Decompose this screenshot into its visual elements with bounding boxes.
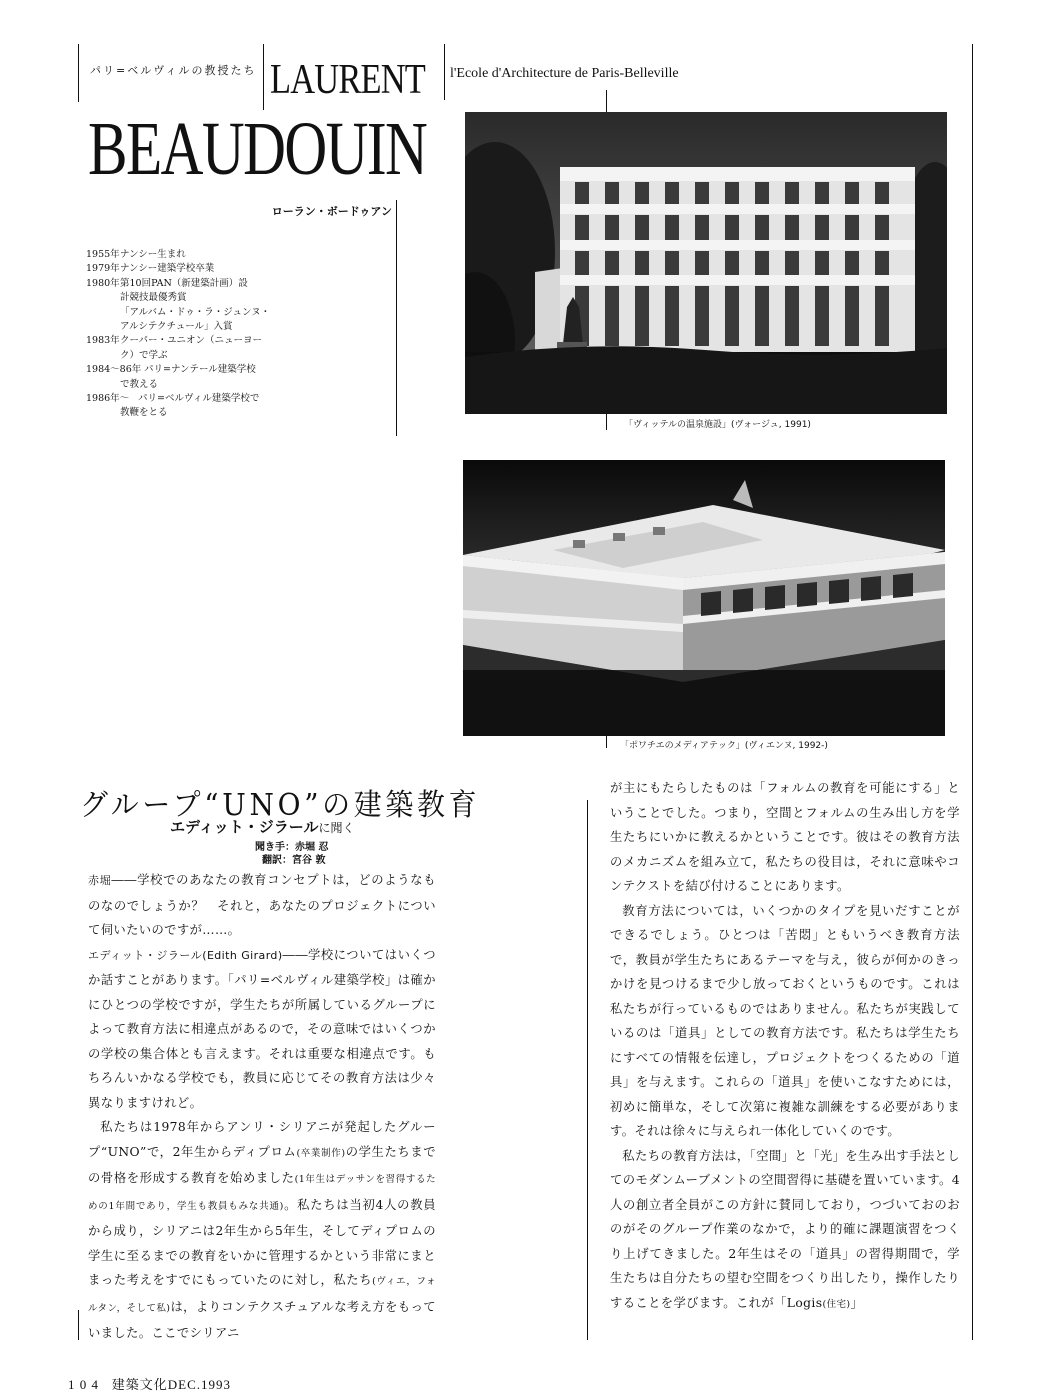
paragraph <box>88 943 436 1116</box>
rule-caption1 <box>606 414 607 430</box>
publication-name: 建築文化DEC.1993 <box>111 1377 232 1392</box>
photo-caption-poitiers: 「ポワチエのメディアテック」(ヴィエンヌ, 1992-) <box>620 741 828 751</box>
bio-text: パリ=ナンテール建築学校 <box>144 364 256 376</box>
rule-center-top <box>444 44 445 100</box>
biography <box>86 248 386 421</box>
bio-row <box>86 392 386 406</box>
rule-bio-right <box>396 200 397 436</box>
bio-year <box>86 291 120 305</box>
bio-row <box>86 262 386 276</box>
bio-row <box>86 334 386 348</box>
bio-year <box>86 349 120 363</box>
paragraph <box>610 1144 960 1318</box>
bio-year: 1983年 <box>86 335 120 347</box>
rule-center-bottom <box>587 800 588 1340</box>
bio-text: クーパー・ユニオン（ニューヨー <box>120 335 263 347</box>
bio-text: ナンシー建築学校卒業 <box>120 263 215 275</box>
paragraph-note: (ヴィエ，フォルタン，そして私) <box>88 1276 436 1314</box>
bio-text: ナンシー生まれ <box>120 249 186 260</box>
bio-year: 1955年 <box>86 249 120 260</box>
name-last: BEAUDOUIN <box>88 107 427 191</box>
bio-row <box>86 349 386 363</box>
bio-row <box>86 248 386 262</box>
rule-school-drop <box>606 90 607 112</box>
bio-text: パリ=ベルヴィル建築学校で <box>138 393 260 405</box>
bio-year: 1979年 <box>86 263 120 275</box>
bio-year <box>86 306 120 320</box>
paragraph-text: 私たちの教育方法は，「空間」と「光」を生み出す手法としてのモダンムーブメントの空間習得に基礎を置いています。4人の創立者全員がこの方針に賛同しており，つづいておのおのがそのグループ作業のなかで，より的確に課題演習をつくり上げてきました。2年生はその「道具」の習得期間で，学生たちは自分たちの望む空間をつくり出したり，操作したりすることを学びます。これが「Logis <box>610 1148 960 1310</box>
bio-year <box>86 406 120 420</box>
bio-text: アルシテクチュール」入賞 <box>120 321 233 333</box>
article-column-left <box>88 868 436 1346</box>
subtitle-name: エディット・ジラール <box>170 818 319 836</box>
paragraph-text: の学生たちまでの骨格を形成する教育を始めました <box>88 1144 436 1185</box>
speaker-label: 赤堀 <box>88 874 112 887</box>
photo-poitiers-mediatheque <box>463 460 945 736</box>
paragraph-text: 」 <box>850 1295 864 1310</box>
name-katakana: ローラン・ボードゥアン <box>271 205 392 218</box>
rule-left-header <box>78 44 79 102</box>
paragraph-text: 教育方法については，いくつかのタイプを見いだすことができるでしょう。ひとつは「苦悶」ともいうべき教育方法で，教員が学生たちにあるテーマを与え，彼らが何かのきっかけを見つけるまで少し放っておくというものです。これは私たちが行っているものではありません。私たちが実践しているのは「道具」としての教育方法です。私たちは学生たちにすべての情報を伝達し，プロジェクトをつくるための「道具」を与えます。これらの「道具」を使いこなすためには，初めに簡単な，そして次第に複雑な訓練をする必要があります。それは徐々に与えられ一体化していくのです。 <box>610 903 960 1138</box>
page-number: 1 0 4 <box>68 1377 99 1392</box>
article-title: グループ“UNO”の建築教育 <box>80 788 481 823</box>
bio-text: 「アルバム・ドゥ・ラ・ジュンヌ・ <box>120 306 271 318</box>
credit-translator: 翻訳：宮谷 敦 <box>262 855 326 866</box>
article-column-right <box>610 776 960 1317</box>
bio-row <box>86 277 386 291</box>
bio-year <box>86 320 120 334</box>
photo-poitiers-mediatheque-image <box>463 460 945 736</box>
paragraph <box>610 776 960 899</box>
bio-text: ク）で学ぶ <box>120 349 168 361</box>
bio-year: 1984〜86年 <box>86 364 142 376</box>
bio-year: 1980年 <box>86 277 120 289</box>
paragraph-note: (住宅) <box>822 1298 851 1310</box>
bio-text: 教鞭をとる <box>120 407 168 419</box>
paragraph-text: は，よりコンテクスチュアルな考え方をもっていました。ここでシリアニ <box>88 1299 436 1340</box>
bio-row <box>86 306 386 320</box>
subtitle-suffix: に聞く <box>318 821 355 835</box>
paragraph-note: (1年生はデッサンを習得するための1年間であり，学生も教員もみな共通) <box>88 1174 436 1212</box>
series-label: パリ=ベルヴィルの教授たち <box>90 64 257 77</box>
speaker-label: エディット・ジラール(Edith Girard) <box>88 948 283 962</box>
bio-text: で教える <box>120 378 159 390</box>
bio-year <box>86 378 120 392</box>
paragraph-text: ――学校についてはいくつか話すことがあります。「パリ=ベルヴィル建築学校」は確かにひとつの学校ですが，学生たちが所属しているグループによって教育方法に相違点があるので，その意味ではいくつかの学校の集合体とも言えます。それは重要な相違点です。もちろんいかなる学校でも，教員に応じてその教育方法は少々異なりますけれど。 <box>88 947 436 1110</box>
credit-interviewer: 聞き手：赤堀 忍 <box>255 842 329 853</box>
bio-row <box>86 320 386 334</box>
paragraph-text: 。私たちは当初4人の教員から成り，シリアニは2年生から5年生，そしてディプロムの学生に至るまでの教育をいかに管理するかという非常にまとまった考えをすでにもっていたのに対し，私たち <box>88 1197 436 1287</box>
bio-year: 1986年〜 <box>86 393 130 405</box>
footer <box>68 1374 231 1393</box>
article-subtitle <box>170 816 355 837</box>
name-first: LAURENT <box>270 57 425 103</box>
bio-row <box>86 406 386 420</box>
rule-right <box>972 44 973 1340</box>
paragraph-note: (卒業制作) <box>296 1147 346 1159</box>
bio-text: 計競技最優秀賞 <box>120 292 187 304</box>
school-name: l'Ecole d'Architecture de Paris-Belleville <box>450 66 679 81</box>
rule-left-bottom <box>78 1310 79 1340</box>
photo-vittel-baths-image <box>465 112 947 414</box>
rule-name-divider <box>263 44 264 110</box>
paragraph <box>88 1115 436 1346</box>
bio-row <box>86 363 386 377</box>
paragraph <box>610 899 960 1144</box>
photo-caption-vittel: 「ヴィッテルの温泉施設」(ヴォージュ, 1991) <box>624 420 811 430</box>
paragraph-text: が主にもたらしたものは「フォルムの教育を可能にする」ということでした。つまり，空間とフォルムの生み出し方を学生たちにいかに教えるかということです。彼はその教育方法のメカニズムを組み立て，私たちの役目は，それに意味やコンテクストを結び付けることにあります。 <box>610 781 960 893</box>
photo-vittel-baths <box>465 112 947 414</box>
bio-text: 第10回PAN（新建築計画）設 <box>120 277 248 289</box>
paragraph-text: 私たちは1978年からアンリ・シリアニが発起したグループ“UNO”で，2年生からディプロム <box>88 1120 436 1159</box>
paragraph <box>88 868 436 943</box>
bio-row <box>86 291 386 305</box>
bio-row <box>86 378 386 392</box>
paragraph-text: ――学校でのあなたの教育コンセプトは，どのようなものなのでしょうか？ それと，あなたのプロジェクトについて伺いたいのですが……。 <box>88 873 436 937</box>
